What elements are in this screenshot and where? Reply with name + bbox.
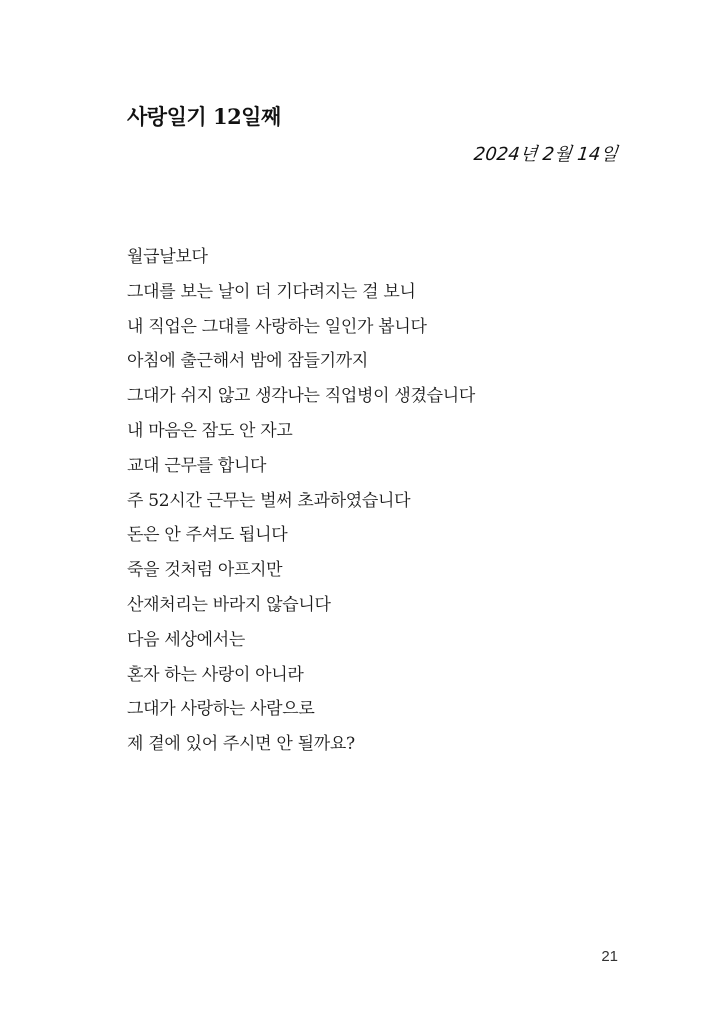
poem-line: 돈은 안 주셔도 됩니다 [127,525,288,546]
poem-line: 제 곁에 있어 주시면 안 될까요? [127,734,355,755]
poem-line: 그대가 쉬지 않고 생각나는 직업병이 생겼습니다 [127,386,475,407]
page-number: 21 [601,948,618,965]
poem-line: 그대를 보는 날이 더 기다려지는 걸 보니 [127,281,416,302]
poem-line: 내 직업은 그대를 사랑하는 일인가 봅니다 [127,316,427,337]
poem-body [127,243,475,765]
poem-line: 죽을 것처럼 아프지만 [127,560,283,581]
poem-line: 내 마음은 잠도 안 자고 [127,420,293,441]
poem-line: 월급날보다 [127,247,208,267]
poem-line: 산재처리는 바라지 않습니다 [127,594,331,615]
poem-date: 2024년 2월 14일 [472,144,619,165]
poem-line: 교대 근무를 합니다 [127,455,267,476]
poem-line: 아침에 출근해서 밤에 잠들기까지 [127,351,369,372]
poem-line: 다음 세상에서는 [127,629,245,650]
poem-line: 그대가 사랑하는 사람으로 [127,699,315,720]
poem-line: 주 52시간 근무는 벌써 초과하였습니다 [127,490,411,511]
poem-line: 혼자 하는 사랑이 아니라 [127,664,304,685]
poem-title: 사랑일기 12일째 [127,104,281,129]
